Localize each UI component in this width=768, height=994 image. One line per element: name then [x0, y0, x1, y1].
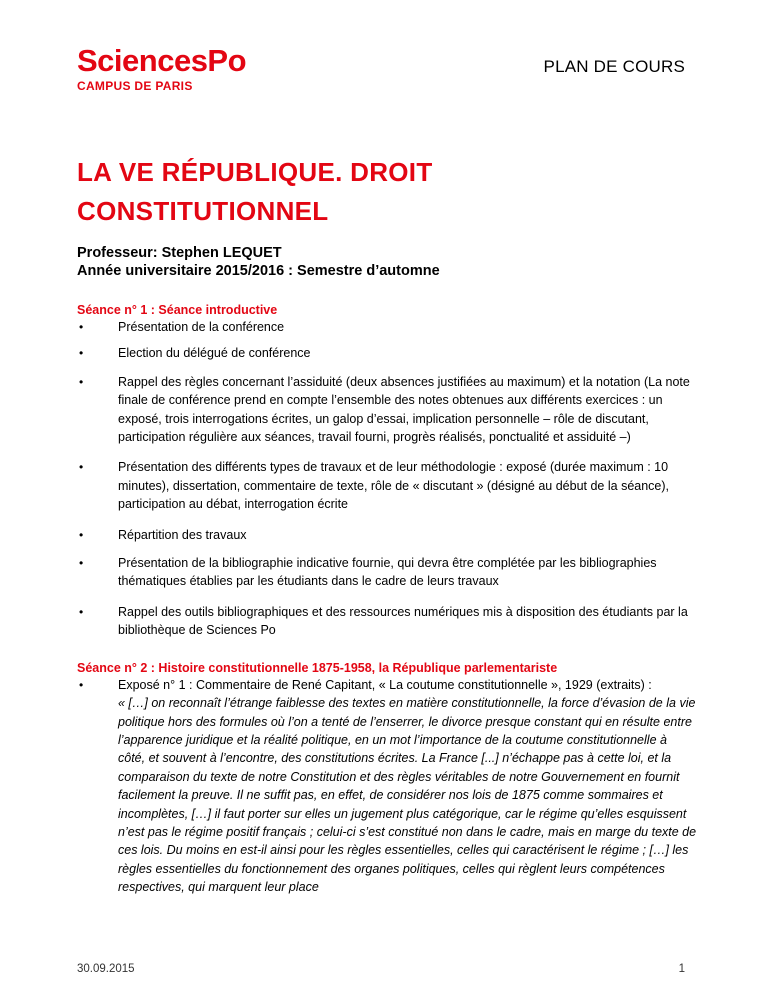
course-title	[77, 153, 677, 231]
course-content	[77, 302, 697, 897]
session-1-heading: Séance n° 1 : Séance introductive	[77, 303, 278, 317]
exposé-intro: Exposé n° 1 : Commentaire de René Capitant, « La coutume constitutionnelle », 1929 (extraits) :	[118, 677, 652, 692]
bullet-icon: •	[79, 677, 84, 692]
list-item: • Rappel des outils bibliographiques et des ressources numériques mis à disposition des étudiants par la bibliothèque de Sciences Po	[79, 604, 688, 638]
sciencespo-logo	[77, 44, 246, 93]
session-1-list	[77, 318, 697, 640]
session-2-heading: Séance n° 2 : Histoire constitutionnelle 1875-1958, la République parlementariste	[77, 660, 558, 675]
list-item: • Présentation de la conférence	[77, 318, 697, 336]
list-item: • Rappel des règles concernant l’assiduité (deux absences justifiées au maximum) et la notation (La note finale de conférence prend en compte l’ensemble des notes obtenues aux différents exercices : un exposé, trois interrogations écrites, un galop d’essai, implication personnelle – rôle de discutant, participation régulière aux séances, travail fourni, progrès réalisés, ponctualité et assiduité –)	[79, 374, 690, 445]
bullet-icon: •	[79, 604, 84, 619]
course-info	[77, 244, 440, 280]
page-number: 1	[678, 963, 685, 975]
list-item: • Présentation des différents types de travaux et de leur méthodologie : exposé (durée maximum : 10 minutes), dissertation, commentaire de texte, rôle de « discutant » (désigné au début de la séance), participation au débat, interrogation écrite	[79, 460, 670, 512]
bullet-icon: •	[79, 320, 84, 334]
academic-year: Année universitaire 2015/2016 : Semestre d’automne	[77, 263, 440, 279]
footer-date: 30.09.2015	[77, 963, 135, 975]
course-title-line2: CONSTITUTIONNEL	[77, 196, 329, 226]
logo-wordmark: SciencesPo	[77, 43, 247, 78]
document-type: PLAN DE COURS	[543, 57, 685, 76]
session-2-list	[77, 676, 697, 897]
bullet-icon: •	[79, 527, 84, 542]
bullet-icon: •	[79, 460, 84, 475]
bullet-icon: •	[79, 346, 84, 361]
list-item: • Présentation de la bibliographie indicative fournie, qui devra être complétée par les bibliographies thématiques établies par les étudiants dans le cadre de leurs travaux	[79, 556, 657, 589]
course-title-line1: LA VE RÉPUBLIQUE. DROIT	[77, 157, 433, 187]
list-item: • Répartition des travaux	[77, 526, 697, 544]
professor: Professeur: Stephen LEQUET	[77, 245, 282, 261]
bullet-icon: •	[79, 556, 84, 571]
logo-campus: CAMPUS DE PARIS	[77, 79, 193, 93]
list-item: • Election du délégué de conférence	[77, 344, 697, 362]
quote-text: « […] on reconnaît l’étrange faiblesse des textes en matière constitutionnelle, la force d’évasion de la vie politique hors des formules où l’on a tenté de l’enserrer, le divorce presque constant qui en résulte entre l’apparence juridique et la réalité politique, en un mot l’importance de la coutume constitutionnelle à côté, et souvent à l’encontre, des constitutions écrites. La France [...] n’échappe pas à cette loi, et la comparaison du texte de notre Constitution et des règles véritables de notre Gouvernement en fournit facilement la preuve. Il ne suffit pas, en effet, de considérer nos lois de 1875 comme sommaires et incomplètes, […] il faut porter sur elles un jugement plus catégorique, car le régime qu’elles esquissent n’est pas le régime positif français ; celui-ci s’est constitué non dans le cadre, mais en marge du texte de ces lois. Du moins en est-il ainsi pour les règles essentielles, celles qui caractérisent le régime ; […] les règles essentielles du fonctionnement des organes politiques, celles qui règlent leurs compétences respectives, qui marquent leur place	[118, 696, 697, 895]
bullet-icon: •	[79, 374, 84, 389]
list-item	[77, 676, 697, 897]
